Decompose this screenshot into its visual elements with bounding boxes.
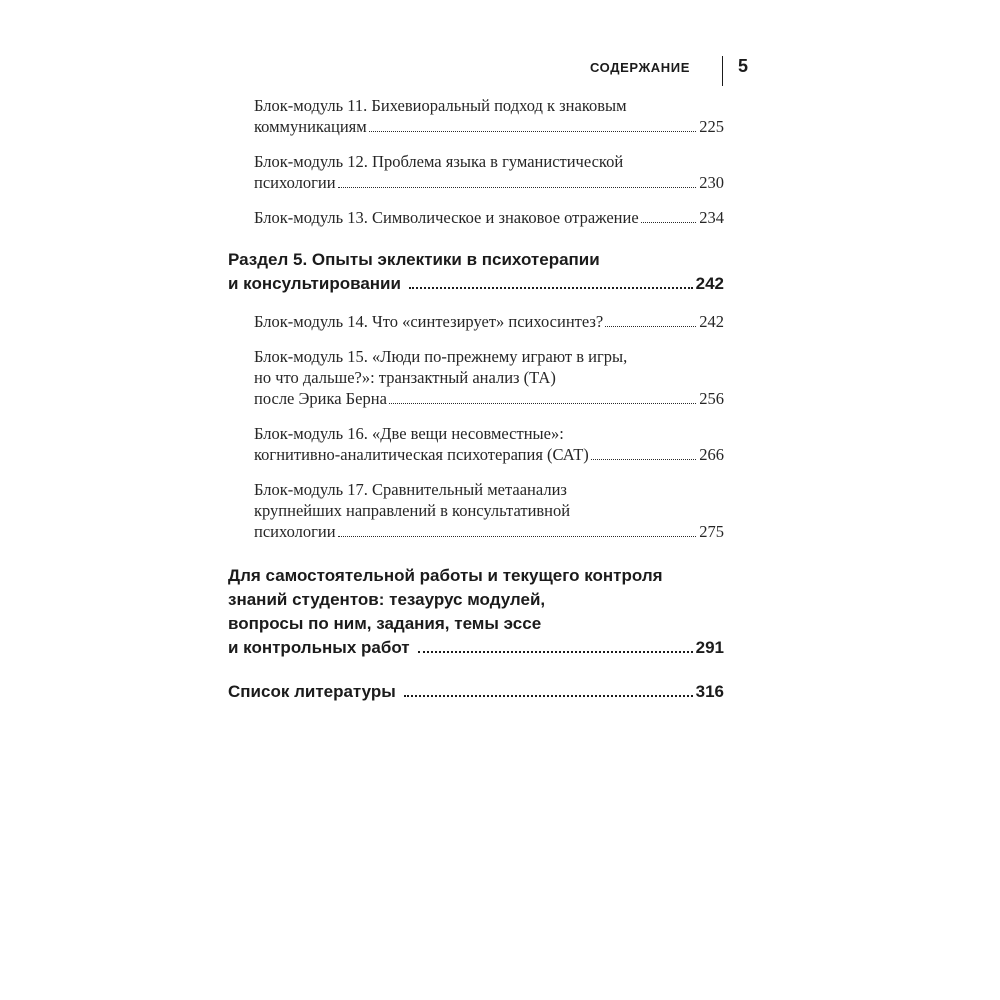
toc-entry-block-module-16[interactable] (254, 423, 724, 465)
toc-section-text: и консультировании (228, 274, 401, 293)
toc-entry-text: Блок-модуль 12. Проблема языка в гуманистической (254, 152, 624, 171)
dot-leader (404, 695, 693, 697)
toc-entry-block-module-11[interactable] (254, 95, 724, 137)
toc-page-number: 242 (699, 312, 724, 331)
toc-page-number: 230 (699, 173, 724, 192)
toc-section-self-study[interactable] (228, 564, 724, 660)
toc-page-number: 266 (699, 445, 724, 464)
dot-leader (418, 651, 693, 653)
toc-entry-text: Блок-модуль 11. Бихевиоральный подход к знаковым (254, 96, 627, 115)
toc-section-text: Раздел 5. Опыты эклектики в психотерапии (228, 250, 600, 269)
toc-page-number: 234 (699, 208, 724, 227)
toc-entry-text: психологии (254, 522, 336, 541)
toc-entry-text: после Эрика Берна (254, 389, 387, 408)
dot-leader (409, 287, 693, 289)
toc-entry-block-module-14[interactable] (254, 311, 724, 332)
page-number: 5 (738, 56, 749, 76)
toc-entry-block-module-15[interactable] (254, 346, 724, 409)
toc-section-text: вопросы по ним, задания, темы эссе (228, 614, 542, 633)
toc-section-5[interactable] (228, 248, 724, 296)
toc-entry-text: Блок-модуль 15. «Люди по-прежнему играют в игры, (254, 347, 628, 366)
dot-leader (338, 536, 697, 537)
toc-entry-text: коммуникациям (254, 117, 367, 136)
toc-page-number: 291 (695, 638, 724, 657)
toc-page-number: 242 (695, 274, 724, 293)
toc-page-number: 256 (699, 389, 724, 408)
toc-entry-block-module-12[interactable] (254, 151, 724, 193)
toc-entry-text: Блок-модуль 16. «Две вещи несовместные»: (254, 424, 564, 443)
header-divider (722, 56, 723, 86)
dot-leader (605, 326, 696, 327)
toc-section-text: и контрольных работ (228, 638, 410, 657)
toc-section-text: знаний студентов: тезаурус модулей, (228, 590, 546, 609)
toc-page-number: 275 (699, 522, 724, 541)
dot-leader (389, 403, 696, 404)
dot-leader (641, 222, 697, 223)
toc-entry-text: Блок-модуль 17. Сравнительный метаанализ (254, 480, 567, 499)
running-header (560, 56, 760, 88)
running-header-title: СОДЕРЖАНИЕ (590, 60, 690, 75)
toc-entry-text: крупнейших направлений в консультативной (254, 501, 571, 520)
toc-entry-text: Блок-модуль 14. Что «синтезирует» психосинтез? (254, 312, 604, 331)
toc-entry-block-module-13[interactable] (254, 207, 724, 228)
toc-entry-text: когнитивно-аналитическая психотерапия (САТ) (254, 445, 589, 464)
toc-section-text: Для самостоятельной работы и текущего контроля (228, 566, 663, 585)
toc-entry-block-module-17[interactable] (254, 479, 724, 542)
dot-leader (338, 187, 697, 188)
toc-section-text: Список литературы (228, 682, 396, 701)
toc-section-bibliography[interactable] (228, 680, 724, 704)
toc-page-number: 316 (695, 682, 724, 701)
dot-leader (591, 459, 696, 460)
toc-entry-text: психологии (254, 173, 336, 192)
toc-entry-text: но что дальше?»: транзактный анализ (ТА) (254, 368, 556, 387)
dot-leader (369, 131, 697, 132)
toc-entry-text: Блок-модуль 13. Символическое и знаковое отражение (254, 208, 639, 227)
toc-page-number: 225 (699, 117, 724, 136)
